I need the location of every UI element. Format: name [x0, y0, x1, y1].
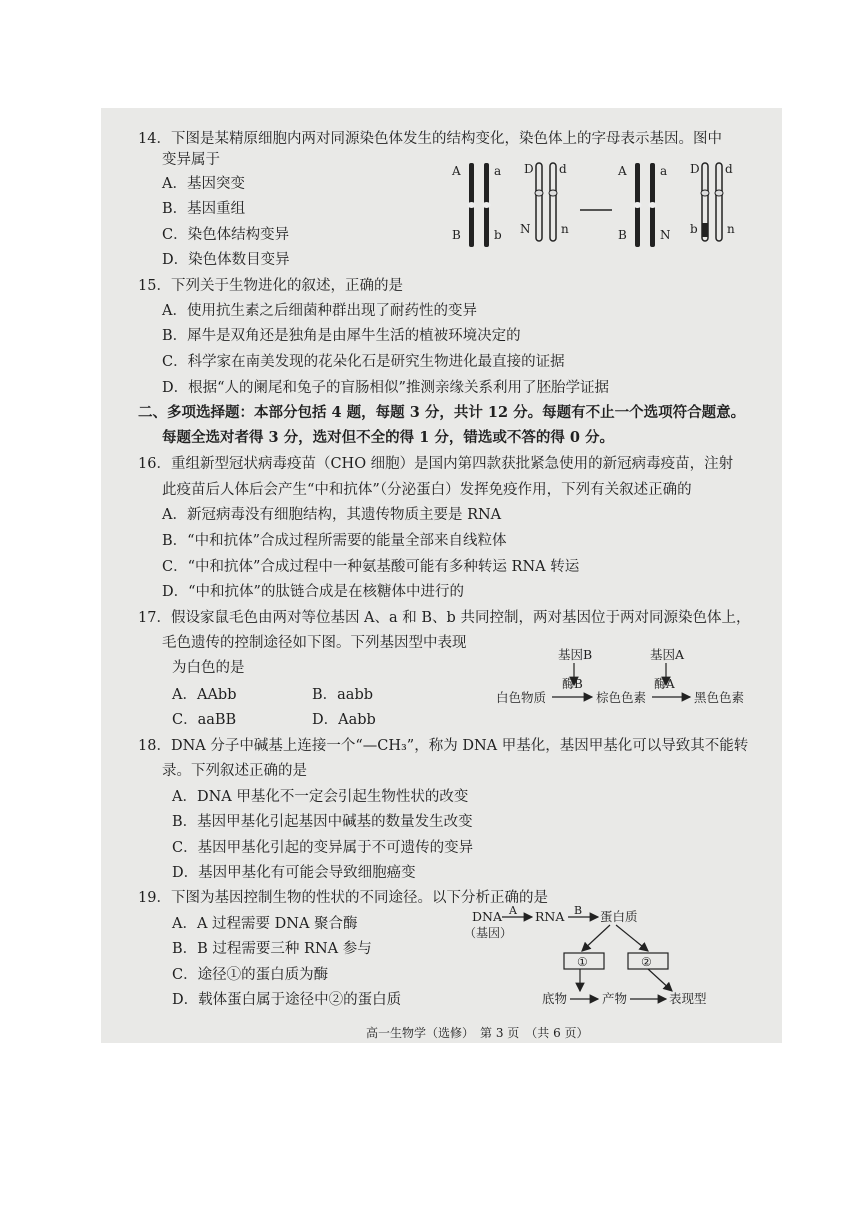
- gene-a-label: 基因A: [650, 647, 685, 662]
- label-d-2: d: [725, 162, 733, 176]
- label-n-1: n: [561, 222, 569, 236]
- q14-option-a: A．基因突变: [162, 176, 245, 192]
- q19-option-c: C．途径①的蛋白质为酶: [172, 967, 329, 983]
- q17-option-d: D．Aabb: [312, 712, 376, 728]
- black-pigment-label: 黑色色素: [694, 690, 745, 705]
- q14-stem-line2: 变异属于: [162, 152, 220, 168]
- q18-option-b: B．基因甲基化引起基因中碱基的数量发生改变: [172, 814, 473, 830]
- white-substance-label: 白色物质: [496, 690, 547, 705]
- substrate-label: 底物: [542, 991, 568, 1006]
- q17-stem-line1: 17．假设家鼠毛色由两对等位基因 A、a 和 B、b 共同控制，两对基因位于两对同源染色体上，: [138, 610, 751, 626]
- label-D-2: D: [690, 162, 700, 176]
- q16-stem-line2: 此疫苗后人体后会产生“中和抗体”（分泌蛋白）发挥免疫作用，下列有关叙述正确的: [162, 482, 692, 498]
- chromosome-pair-dn-before: [520, 162, 569, 241]
- label-b-2: b: [690, 222, 698, 236]
- q17-option-c: C．aaBB: [172, 712, 237, 728]
- q18-option-d: D．基因甲基化有可能会导致细胞癌变: [172, 865, 416, 881]
- gene-label: （基因）: [464, 926, 513, 940]
- q14-option-b: B．基因重组: [162, 201, 246, 217]
- q18-option-c: C．基因甲基化引起的变异属于不可遗传的变异: [172, 840, 474, 856]
- q17-stem-line3: 为白色的是: [172, 660, 245, 676]
- brown-pigment-label: 棕色色素: [596, 690, 647, 705]
- page-footer: 高一生物学（选修） 第 3 页 （共 6 页）: [366, 1026, 589, 1040]
- q17-option-a: A．AAbb: [172, 687, 237, 703]
- q15-option-d: D．根据“人的阑尾和兔子的盲肠相似”推测亲缘关系利用了胚胎学证据: [162, 380, 609, 396]
- q18-stem-line2: 录。下列叙述正确的是: [162, 763, 307, 779]
- label-N-1: N: [520, 222, 531, 236]
- label-d-1: d: [559, 162, 567, 176]
- gene-b-label: 基因B: [558, 647, 593, 662]
- q17-stem-line2: 毛色遗传的控制途径如下图。下列基因型中表现: [162, 635, 467, 651]
- label-N-2: N: [660, 228, 671, 242]
- enzyme-a-label: 酶A: [654, 677, 675, 691]
- section2-heading: 二、多项选择题：本部分包括 4 题，每题 3 分，共计 12 分。每题有不止一个选项符合题意。: [138, 404, 746, 421]
- section2-instructions: 每题全选对者得 3 分，选对但不全的得 1 分，错选或不答的得 0 分。: [162, 429, 615, 446]
- process-b-label: B: [574, 904, 583, 917]
- q14-option-c: C．染色体结构变异: [162, 227, 290, 243]
- q15-option-b: B．犀牛是双角还是独角是由犀牛生活的植被环境决定的: [162, 328, 521, 344]
- protein-label: 蛋白质: [600, 909, 638, 924]
- gene-expression-pathway-diagram: [462, 903, 752, 1008]
- q15-option-a: A．使用抗生素之后细菌种群出现了耐药性的变异: [162, 303, 477, 319]
- q15-stem: 15．下列关于生物进化的叙述，正确的是: [138, 278, 403, 294]
- label-a-1: a: [494, 164, 502, 178]
- q19-option-a: A．A 过程需要 DNA 聚合酶: [172, 916, 358, 932]
- chromosome-pair-ab-after: [617, 163, 671, 247]
- q19-stem: 19．下图为基因控制生物的性状的不同途径。以下分析正确的是: [138, 890, 548, 906]
- chromosome-diagram: [440, 155, 740, 255]
- q19-option-b: B．B 过程需要三种 RNA 参与: [172, 941, 372, 957]
- q19-option-d: D．载体蛋白属于途径中②的蛋白质: [172, 992, 402, 1008]
- label-D-1: D: [524, 162, 534, 176]
- q14-stem-line1: 14．下图是某精原细胞内两对同源染色体发生的结构变化，染色体上的字母表示基因。图中: [138, 131, 722, 147]
- label-B-2: B: [618, 228, 627, 242]
- q16-option-d: D．“中和抗体”的肽链合成是在核糖体中进行的: [162, 584, 464, 600]
- q16-stem-line1: 16．重组新型冠状病毒疫苗（CHO 细胞）是国内第四款获批紧急使用的新冠病毒疫苗，注射: [138, 456, 734, 472]
- coat-color-pathway-diagram: [490, 645, 770, 707]
- q17-option-b: B．aabb: [312, 687, 374, 703]
- q16-option-b: B．“中和抗体”合成过程所需要的能量全部来自线粒体: [162, 533, 507, 549]
- path-1-box: ①: [577, 955, 588, 969]
- q16-option-a: A．新冠病毒没有细胞结构，其遗传物质主要是 RNA: [162, 507, 502, 523]
- label-B-1: B: [452, 228, 461, 242]
- label-A-1: A: [452, 164, 461, 178]
- chromosome-pair-dn-after: [690, 162, 735, 241]
- product-label: 产物: [602, 991, 628, 1006]
- label-n-2: n: [727, 222, 735, 236]
- label-A-2: A: [618, 164, 627, 178]
- q18-option-a: A．DNA 甲基化不一定会引起生物性状的改变: [172, 789, 469, 805]
- chromosome-pair-ab-before: [451, 163, 502, 247]
- label-b-1: b: [494, 228, 502, 242]
- q18-stem-line1: 18．DNA 分子中碱基上连接一个“—CH₃”，称为 DNA 甲基化，基因甲基化可以导致其不能转: [138, 738, 749, 754]
- phenotype-label: 表现型: [669, 991, 707, 1006]
- rna-label: RNA: [535, 909, 565, 924]
- q15-option-c: C．科学家在南美发现的花朵化石是研究生物进化最直接的证据: [162, 354, 565, 370]
- q14-option-d: D．染色体数目变异: [162, 252, 290, 268]
- process-a-label: A: [509, 904, 517, 917]
- enzyme-b-label: 酶B: [562, 677, 583, 691]
- label-a-2: a: [660, 164, 668, 178]
- dna-label: DNA: [472, 909, 502, 924]
- path-2-box: ②: [641, 955, 652, 969]
- q16-option-c: C．“中和抗体”合成过程中一种氨基酸可能有多种转运 RNA 转运: [162, 559, 580, 575]
